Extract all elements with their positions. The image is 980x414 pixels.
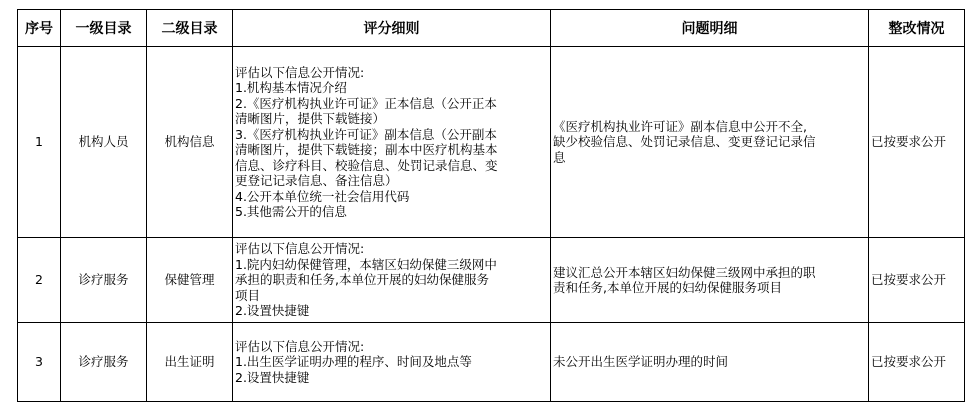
- header-no: 序号: [18, 10, 61, 47]
- rule-line: 3.《医疗机构执业许可证》副本信息（公开副本: [235, 126, 497, 142]
- cell-rules: [233, 47, 551, 238]
- issue-line: 《医疗机构执业许可证》副本信息中公开不全,: [553, 118, 807, 134]
- issue-line: 息: [553, 149, 566, 165]
- cell-status: 已按要求公开: [869, 238, 965, 323]
- rule-line: 评估以下信息公开情况:: [235, 241, 365, 257]
- rule-line: 更登记记录信息、备注信息）: [235, 173, 398, 188]
- cell-rules: [233, 238, 551, 323]
- header-issue: 问题明细: [551, 10, 869, 47]
- table-row: [18, 323, 965, 402]
- cell-issue: [551, 47, 869, 238]
- cell-no: 1: [18, 47, 61, 238]
- table-header-row: [18, 10, 965, 47]
- header-level2: 二级目录: [147, 10, 233, 47]
- cell-status: 已按要求公开: [869, 47, 965, 238]
- table-row: [18, 238, 965, 323]
- issue-line: 缺少校验信息、处罚记录信息、变更登记记录信: [553, 134, 816, 150]
- header-level1: 一级目录: [61, 10, 147, 47]
- rule-line: 项目: [235, 287, 261, 303]
- rule-line: 2.《医疗机构执业许可证》正本信息（公开正本: [235, 95, 497, 111]
- table-row: [18, 47, 965, 238]
- rule-line: 1.出生医学证明办理的程序、时间及地点等: [235, 354, 472, 370]
- inspection-table: [17, 9, 965, 402]
- rule-line: 信息、诊疗科目、校验信息、处罚记录信息、变: [235, 157, 498, 173]
- rule-line: 2.设置快捷键: [235, 303, 310, 319]
- cell-level2: 机构信息: [147, 47, 233, 238]
- rule-line: 评估以下信息公开情况:: [235, 338, 365, 354]
- rule-line: 5.其他需公开的信息: [235, 204, 347, 219]
- rule-line: 评估以下信息公开情况:: [235, 64, 365, 80]
- cell-level1: 诊疗服务: [61, 323, 147, 402]
- cell-rules: [233, 323, 551, 402]
- cell-status: 已按要求公开: [869, 323, 965, 402]
- issue-line: 未公开出生医学证明办理的时间: [553, 354, 729, 370]
- rule-line: 1.院内妇幼保健管理，本辖区妇幼保健三级网中: [235, 256, 497, 272]
- rule-line: 承担的职责和任务,本单位开展的妇幼保健服务: [235, 272, 489, 288]
- cell-no: 2: [18, 238, 61, 323]
- rule-line: 2.设置快捷键: [235, 369, 310, 385]
- issue-line: 责和任务,本单位开展的妇幼保健服务项目: [553, 280, 782, 295]
- issue-line: 建议汇总公开本辖区妇幼保健三级网中承担的职: [553, 264, 816, 280]
- cell-level1: 机构人员: [61, 47, 147, 238]
- rule-line: 清晰图片，提供下载链接；副本中医疗机构基本: [235, 142, 498, 157]
- header-status: 整改情况: [869, 10, 965, 47]
- header-rules: 评分细则: [233, 10, 551, 47]
- cell-issue: [551, 238, 869, 323]
- rule-line: 清晰图片，提供下载链接）: [235, 111, 386, 126]
- cell-no: 3: [18, 323, 61, 402]
- cell-level2: 保健管理: [147, 238, 233, 323]
- rule-line: 1.机构基本情况介绍: [235, 80, 347, 95]
- cell-level1: 诊疗服务: [61, 238, 147, 323]
- rule-line: 4.公开本单位统一社会信用代码: [235, 188, 410, 204]
- cell-level2: 出生证明: [147, 323, 233, 402]
- cell-issue: [551, 323, 869, 402]
